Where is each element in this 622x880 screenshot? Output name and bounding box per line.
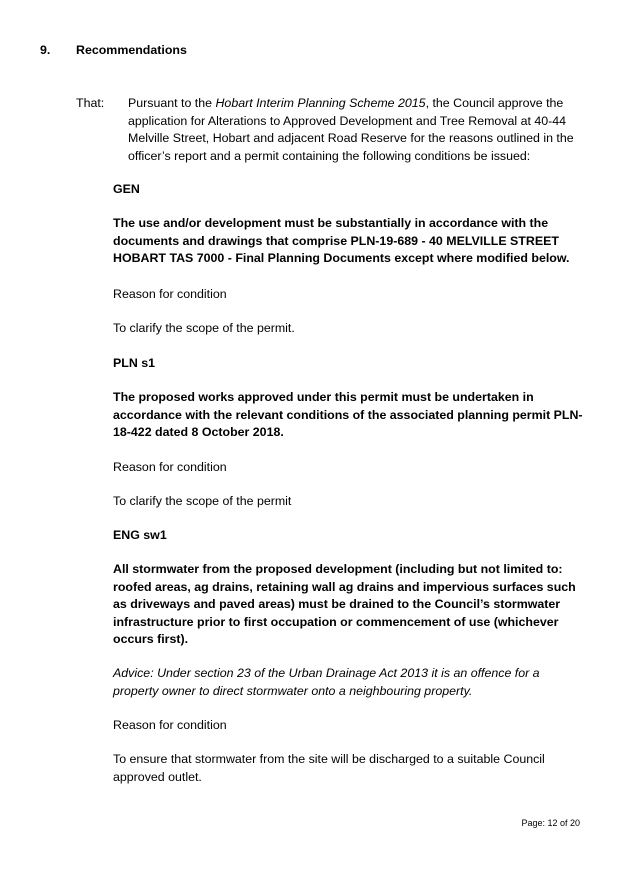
- intro-text-after: , the Council approve the application for Alterations to Approved Development and Tree Removal at 40-44 Melville Street, Hobart and adjacent Road Reserve for the reasons outlined in the officer’s report and a permit containing the following conditions be issued:: [128, 96, 574, 163]
- that-label: That:: [76, 96, 105, 110]
- condition-code-gen: GEN: [113, 182, 140, 196]
- intro-text-before: Pursuant to the: [128, 96, 216, 110]
- reason-pln-s1: To clarify the scope of the permit: [113, 494, 292, 508]
- reason-label-pln-s1: Reason for condition: [113, 460, 227, 474]
- page-number: Page: 12 of 20: [521, 818, 580, 828]
- reason-eng-sw1: To ensure that stormwater from the site will be discharged to a suitable Council approved outlet.: [113, 752, 545, 784]
- condition-code-pln-s1: PLN s1: [113, 356, 156, 370]
- advice-eng-sw1: Advice: Under section 23 of the Urban Drainage Act 2013 it is an offence for a property owner to direct stormwater onto a neighbouring property.: [113, 666, 540, 698]
- reason-label-eng-sw1: Reason for condition: [113, 718, 227, 732]
- condition-text-pln-s1: The proposed works approved under this permit must be undertaken in accordance with the relevant conditions of the associated planning permit PLN-18-422 dated 8 October 2018.: [113, 390, 583, 440]
- condition-text-gen: The use and/or development must be substantially in accordance with the documents and drawings that comprise PLN-19-689 - 40 MELVILLE STREET HOBART TAS 7000 - Final Planning Documents except where modified below.: [113, 216, 570, 266]
- scheme-name: Hobart Interim Planning Scheme 2015: [215, 96, 426, 110]
- section-title: Recommendations: [76, 43, 187, 57]
- condition-text-eng-sw1: All stormwater from the proposed development (including but not limited to: roofed areas, ag drains, retaining wall ag drains and impervious surfaces such as driveways and paved areas) must be drained to the Council’s stormwater infrastructure prior to first occupation or commencement of use (whichever occurs first).: [113, 562, 576, 647]
- condition-code-eng-sw1: ENG sw1: [113, 528, 167, 542]
- intro-paragraph: [128, 95, 578, 165]
- reason-gen: To clarify the scope of the permit.: [113, 321, 295, 335]
- reason-label-gen: Reason for condition: [113, 287, 227, 301]
- section-number: 9.: [40, 43, 51, 57]
